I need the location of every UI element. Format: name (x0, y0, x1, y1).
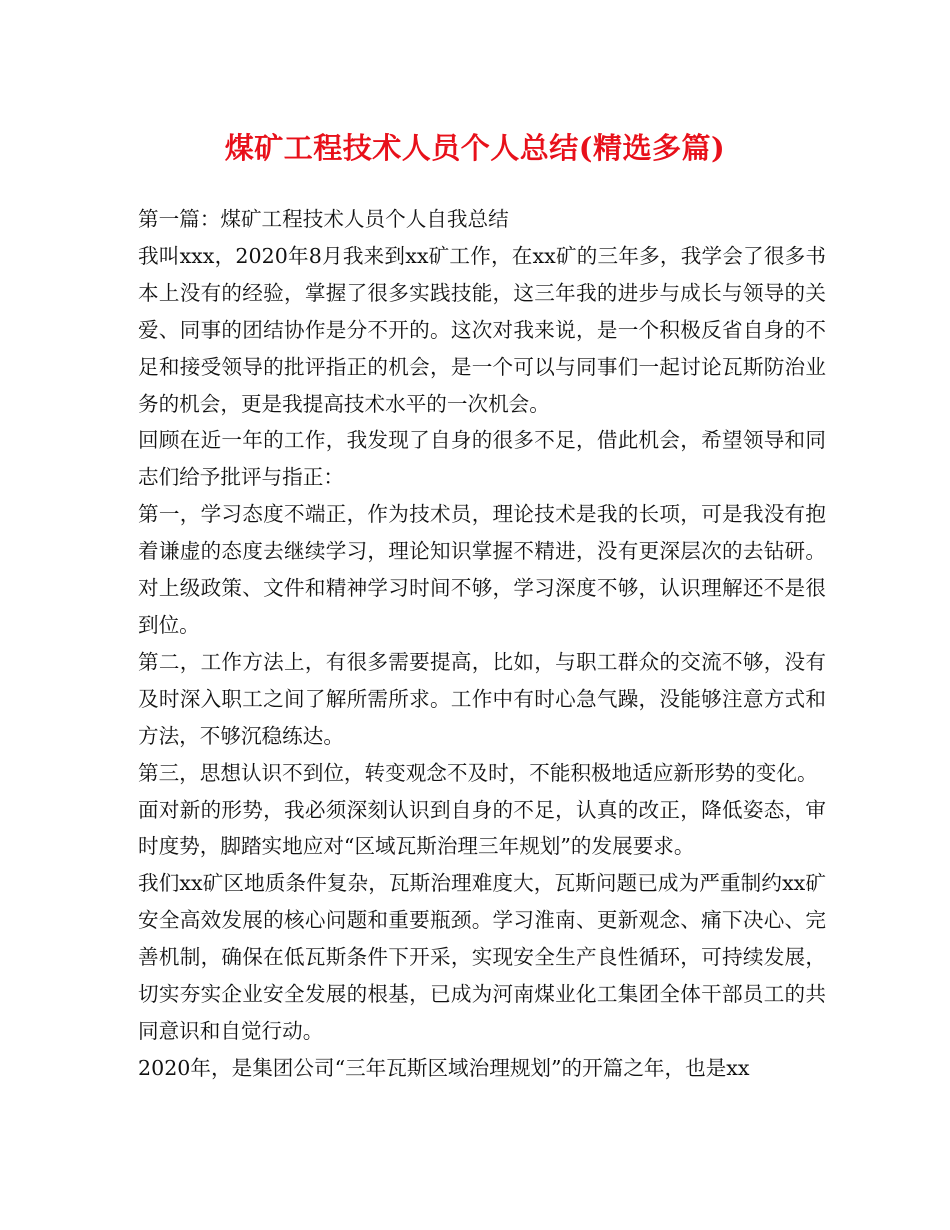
paragraph-intro: 我叫xxx，2020年8月我来到xx矿工作，在xx矿的三年多，我学会了很多书本上没有的经验，掌握了很多实践技能，这三年我的进步与成长与领导的关爱、同事的团结协作是分不开的。这次对我来说，是一个积极反省自身的不足和接受领导的批评指正的机会，是一个可以与同事们一起讨论瓦斯防治业务的机会，更是我提高技术水平的一次机会。 (138, 243, 826, 416)
paragraph-point-one: 第一，学习态度不端正，作为技术员，理论技术是我的长项，可是我没有抱着谦虚的态度去继续学习，理论知识掌握不精进，没有更深层次的去钻研。对上级政策、文件和精神学习时间不够，学习深度不够，认识理解还不是很到位。 (138, 502, 826, 637)
document-title: 煤矿工程技术人员个人总结(精选多篇) (224, 131, 726, 165)
paragraph-new-situation: 面对新的形势，我必须深刻认识到自身的不足，认真的改正，降低姿态，审时度势，脚踏实地应对“区域瓦斯治理三年规划”的发展要求。 (138, 797, 826, 859)
paragraph-mine-conditions: 我们xx矿区地质条件复杂，瓦斯治理难度大，瓦斯问题已成为严重制约xx矿安全高效发展的核心问题和重要瓶颈。学习淮南、更新观念、痛下决心、完善机制，确保在低瓦斯条件下开采，实现安全生产良性循环，可持续发展，切实夯实企业安全发展的根基，已成为河南煤业化工集团全体干部员工的共同意识和自觉行动。 (138, 871, 826, 1043)
section-heading: 第一篇：煤矿工程技术人员个人自我总结 (138, 207, 509, 231)
paragraph-2020: 2020年，是集团公司“三年瓦斯区域治理规划”的开篇之年，也是xx (138, 1055, 750, 1080)
paragraph-review: 回顾在近一年的工作，我发现了自身的很多不足，借此机会，希望领导和同志们给予批评与指正： (138, 428, 826, 490)
paragraph-point-three: 第三，思想认识不到位，转变观念不及时，不能积极地适应新形势的变化。 (138, 760, 818, 785)
paragraph-point-two: 第二，工作方法上，有很多需要提高，比如，与职工群众的交流不够，没有及时深入职工之间了解所需所求。工作中有时心急气躁，没能够注意方式和方法，不够沉稳练达。 (138, 649, 826, 748)
document-body (138, 201, 826, 1087)
